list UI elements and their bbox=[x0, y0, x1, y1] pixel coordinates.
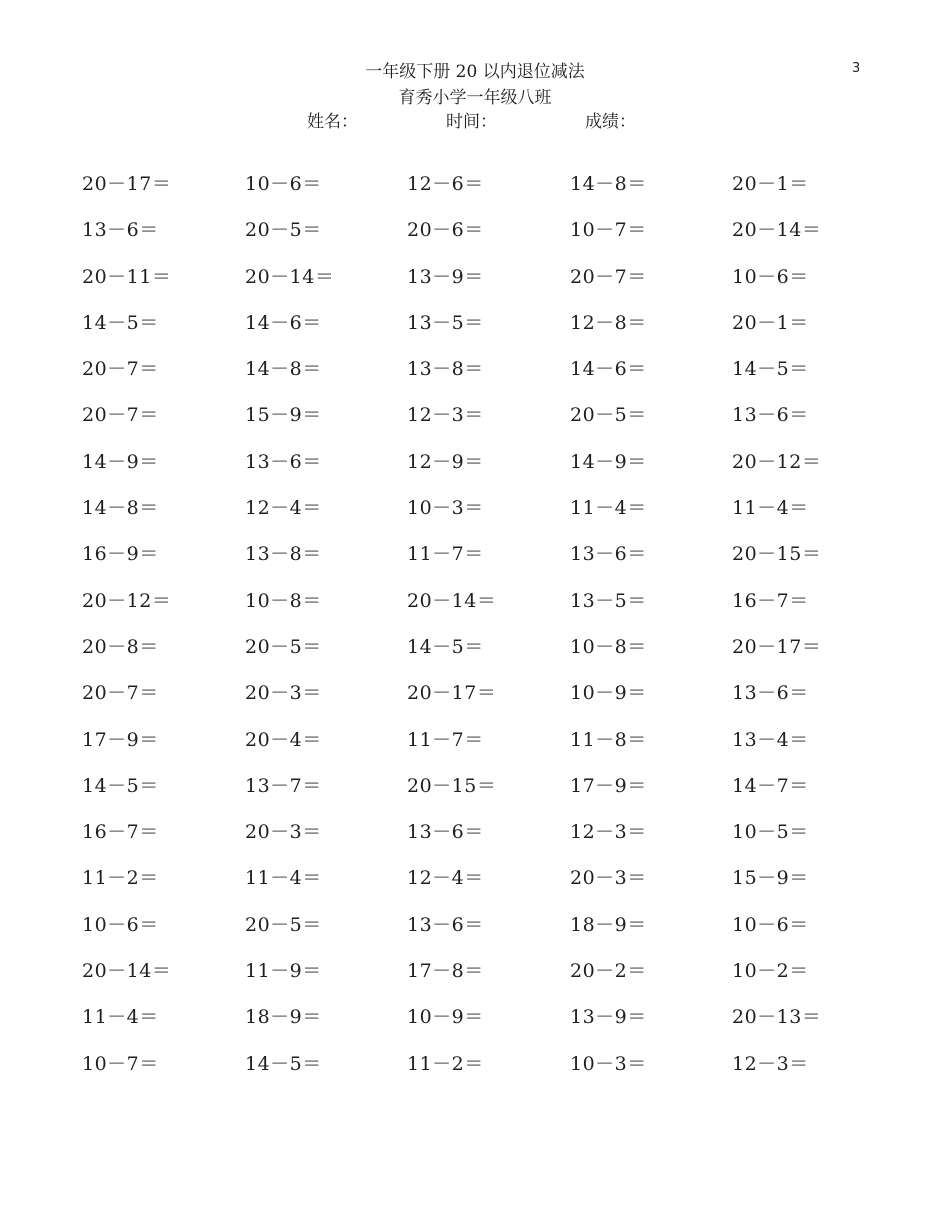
subtraction-problem: 20－14＝ bbox=[245, 265, 335, 288]
subtraction-problem: 12－4＝ bbox=[407, 867, 484, 890]
subtraction-problem: 16－7＝ bbox=[82, 821, 159, 844]
score-label: 成绩： bbox=[585, 112, 636, 132]
subtraction-problem: 10－9＝ bbox=[407, 1006, 484, 1029]
subtraction-problem: 20－17＝ bbox=[82, 173, 172, 195]
subtraction-problem: 17－9＝ bbox=[570, 774, 647, 797]
subtraction-problem: 12－3＝ bbox=[732, 1052, 809, 1075]
subtraction-problem: 17－8＝ bbox=[407, 960, 484, 983]
subtraction-problem: 20－7＝ bbox=[82, 404, 159, 427]
subtraction-problem: 20－8＝ bbox=[82, 635, 159, 658]
subtraction-problem: 15－9＝ bbox=[245, 404, 322, 427]
subtraction-problem: 14－5＝ bbox=[82, 311, 159, 334]
subtraction-problem: 10－5＝ bbox=[732, 821, 809, 844]
subtraction-problem: 20－4＝ bbox=[245, 728, 322, 751]
subtraction-problem: 20－14＝ bbox=[732, 219, 822, 242]
subtraction-problem: 10－7＝ bbox=[82, 1052, 159, 1075]
subtraction-problem: 20－2＝ bbox=[570, 960, 647, 983]
subtraction-problem: 14－8＝ bbox=[245, 358, 322, 381]
subtraction-problem: 10－8＝ bbox=[245, 589, 322, 612]
subtraction-problem: 10－6＝ bbox=[82, 913, 159, 936]
subtraction-problem: 10－8＝ bbox=[570, 635, 647, 658]
subtraction-problem: 10－9＝ bbox=[570, 682, 647, 705]
subtraction-problem: 20－13＝ bbox=[732, 1006, 822, 1029]
subtraction-problem: 10－2＝ bbox=[732, 960, 809, 983]
subtraction-problem: 13－6＝ bbox=[82, 219, 159, 242]
subtraction-problem: 20－1＝ bbox=[732, 173, 809, 195]
subtraction-problem: 20－6＝ bbox=[407, 219, 484, 242]
subtraction-problem: 11－2＝ bbox=[82, 867, 159, 890]
subtraction-problem: 20－15＝ bbox=[407, 774, 497, 797]
subtraction-problem: 16－7＝ bbox=[732, 589, 809, 612]
subtraction-problem: 13－8＝ bbox=[407, 358, 484, 381]
subtraction-problem: 10－6＝ bbox=[732, 265, 809, 288]
subtraction-problem: 13－6＝ bbox=[407, 913, 484, 936]
subtraction-problem: 14－8＝ bbox=[570, 173, 647, 195]
subtraction-problem: 14－8＝ bbox=[82, 497, 159, 520]
worksheet-title: 一年级下册 20 以内退位减法 bbox=[365, 62, 585, 82]
subtraction-problem: 12－6＝ bbox=[407, 173, 484, 195]
subtraction-problem: 20－12＝ bbox=[732, 450, 822, 473]
subtraction-problem: 18－9＝ bbox=[245, 1006, 322, 1029]
school-class-label: 育秀小学一年级八班 bbox=[398, 88, 552, 108]
subtraction-problem: 10－6＝ bbox=[732, 913, 809, 936]
subtraction-problem: 12－3＝ bbox=[407, 404, 484, 427]
subtraction-problem: 12－8＝ bbox=[570, 311, 647, 334]
subtraction-problem: 13－6＝ bbox=[570, 543, 647, 566]
time-label: 时间： bbox=[446, 112, 497, 132]
subtraction-problem: 11－8＝ bbox=[570, 728, 647, 751]
page-number: 3 bbox=[852, 61, 861, 76]
subtraction-problem: 13－8＝ bbox=[245, 543, 322, 566]
subtraction-problem: 14－6＝ bbox=[245, 311, 322, 334]
subtraction-problem: 13－9＝ bbox=[570, 1006, 647, 1029]
subtraction-problem: 20－12＝ bbox=[82, 589, 172, 612]
subtraction-problem: 13－6＝ bbox=[732, 404, 809, 427]
subtraction-problem: 12－3＝ bbox=[570, 821, 647, 844]
subtraction-problem: 11－4＝ bbox=[570, 497, 647, 520]
subtraction-problem: 20－11＝ bbox=[82, 265, 172, 288]
subtraction-problem: 20－7＝ bbox=[82, 682, 159, 705]
subtraction-problem: 11－4＝ bbox=[245, 867, 322, 890]
subtraction-problem: 14－5＝ bbox=[82, 774, 159, 797]
subtraction-problem: 12－9＝ bbox=[407, 450, 484, 473]
subtraction-problem: 10－6＝ bbox=[245, 173, 322, 195]
subtraction-problem: 11－4＝ bbox=[82, 1006, 159, 1029]
subtraction-problem: 20－17＝ bbox=[407, 682, 497, 705]
subtraction-problem: 20－5＝ bbox=[245, 913, 322, 936]
subtraction-problem: 20－3＝ bbox=[245, 821, 322, 844]
subtraction-problem: 13－9＝ bbox=[407, 265, 484, 288]
subtraction-problem: 10－3＝ bbox=[407, 497, 484, 520]
subtraction-problem: 11－4＝ bbox=[732, 497, 809, 520]
subtraction-problem: 14－9＝ bbox=[570, 450, 647, 473]
subtraction-problem: 13－6＝ bbox=[732, 682, 809, 705]
subtraction-problem: 13－5＝ bbox=[407, 311, 484, 334]
subtraction-problem: 14－5＝ bbox=[407, 635, 484, 658]
subtraction-problem: 11－2＝ bbox=[407, 1052, 484, 1075]
name-label: 姓名： bbox=[307, 112, 358, 132]
subtraction-problem: 17－9＝ bbox=[82, 728, 159, 751]
subtraction-problem: 14－6＝ bbox=[570, 358, 647, 381]
subtraction-problem: 20－5＝ bbox=[570, 404, 647, 427]
subtraction-problem: 13－5＝ bbox=[570, 589, 647, 612]
subtraction-problem: 20－7＝ bbox=[570, 265, 647, 288]
subtraction-problem: 20－15＝ bbox=[732, 543, 822, 566]
subtraction-problem: 13－6＝ bbox=[245, 450, 322, 473]
subtraction-problem: 20－14＝ bbox=[82, 960, 172, 983]
subtraction-problem: 20－17＝ bbox=[732, 635, 822, 658]
subtraction-problem: 20－1＝ bbox=[732, 311, 809, 334]
subtraction-problem: 20－3＝ bbox=[245, 682, 322, 705]
subtraction-problem: 20－5＝ bbox=[245, 219, 322, 242]
subtraction-problem: 14－7＝ bbox=[732, 774, 809, 797]
subtraction-problem: 11－7＝ bbox=[407, 728, 484, 751]
subtraction-problem: 16－9＝ bbox=[82, 543, 159, 566]
subtraction-problem: 13－6＝ bbox=[407, 821, 484, 844]
subtraction-problem: 13－4＝ bbox=[732, 728, 809, 751]
subtraction-problem: 20－3＝ bbox=[570, 867, 647, 890]
subtraction-problem: 14－5＝ bbox=[245, 1052, 322, 1075]
subtraction-problem: 12－4＝ bbox=[245, 497, 322, 520]
subtraction-problem: 14－9＝ bbox=[82, 450, 159, 473]
subtraction-problem: 20－14＝ bbox=[407, 589, 497, 612]
subtraction-problem: 18－9＝ bbox=[570, 913, 647, 936]
subtraction-problem: 10－3＝ bbox=[570, 1052, 647, 1075]
subtraction-problem: 20－5＝ bbox=[245, 635, 322, 658]
subtraction-problem: 20－7＝ bbox=[82, 358, 159, 381]
subtraction-problem: 15－9＝ bbox=[732, 867, 809, 890]
problem-grid bbox=[82, 170, 902, 1096]
subtraction-problem: 10－7＝ bbox=[570, 219, 647, 242]
subtraction-problem: 14－5＝ bbox=[732, 358, 809, 381]
subtraction-problem: 11－7＝ bbox=[407, 543, 484, 566]
subtraction-problem: 11－9＝ bbox=[245, 960, 322, 983]
subtraction-problem: 13－7＝ bbox=[245, 774, 322, 797]
